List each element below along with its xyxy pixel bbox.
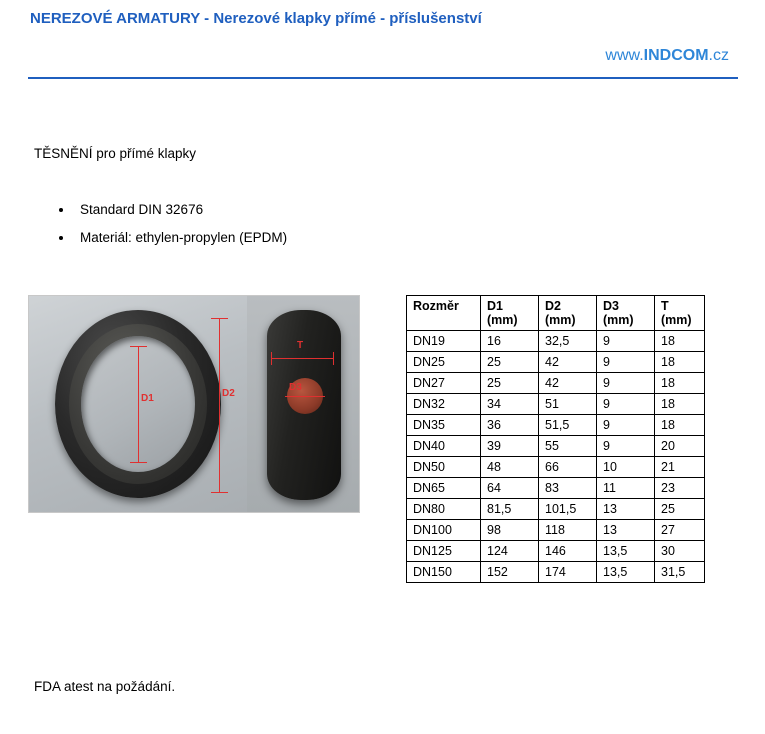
page-header [0,0,765,78]
cell-d3: 13,5 [597,562,655,583]
dimension-cap-t-right [333,352,334,365]
cell-size: DN125 [407,541,481,562]
cell-d2: 55 [539,436,597,457]
cell-size: DN150 [407,562,481,583]
cell-d3: 13,5 [597,541,655,562]
spec-bullet-list [52,202,287,258]
cell-d3: 9 [597,394,655,415]
table-row [407,436,705,457]
cell-t: 18 [655,415,705,436]
table-header-row [407,296,705,331]
table-row [407,457,705,478]
section-subtitle: TĚSNĚNÍ pro přímé klapky [34,146,197,161]
url-suffix: .cz [708,47,729,64]
cell-size: DN35 [407,415,481,436]
dimension-cap-d1-bottom [130,462,147,463]
cell-d3: 9 [597,436,655,457]
dimension-label-d1: D1 [141,393,154,404]
cell-d1: 36 [481,415,539,436]
cell-size: DN100 [407,520,481,541]
cell-t: 31,5 [655,562,705,583]
table-row [407,394,705,415]
cell-d1: 34 [481,394,539,415]
table-row [407,373,705,394]
cell-d3: 9 [597,352,655,373]
dimension-line-d1 [138,346,139,462]
cell-d1: 16 [481,331,539,352]
cell-d1: 124 [481,541,539,562]
cell-d3: 13 [597,499,655,520]
column-header-d1-line1: D1 [487,299,503,313]
list-item: • Materiál: ethylen-propylen (EPDM) [74,230,287,245]
cell-d3: 9 [597,415,655,436]
list-item: • Standard DIN 32676 [74,202,287,217]
column-header-size-line1: Rozměr [413,299,459,313]
cell-d2: 42 [539,373,597,394]
gasket-front-photo [29,296,247,512]
column-header-size [407,296,481,331]
cell-d1: 25 [481,373,539,394]
cell-t: 27 [655,520,705,541]
cell-d1: 39 [481,436,539,457]
column-header-d1 [481,296,539,331]
cell-d2: 118 [539,520,597,541]
cell-size: DN25 [407,352,481,373]
column-header-t-line2: (mm) [661,313,692,327]
cell-d1: 25 [481,352,539,373]
column-header-d2-line1: D2 [545,299,561,313]
dimension-cap-t-left [271,352,272,365]
cell-t: 23 [655,478,705,499]
cell-d3: 10 [597,457,655,478]
table-row [407,331,705,352]
cell-t: 18 [655,331,705,352]
cell-t: 18 [655,373,705,394]
dimension-label-d2: D2 [222,388,235,399]
table-row [407,541,705,562]
cell-d1: 81,5 [481,499,539,520]
table-row [407,352,705,373]
dimension-cap-d1-top [130,346,147,347]
table-row [407,499,705,520]
dimension-line-d3 [285,396,325,397]
cell-d1: 48 [481,457,539,478]
cell-d1: 152 [481,562,539,583]
dimension-label-t: T [297,340,304,351]
column-header-t-line1: T [661,299,669,313]
cell-size: DN50 [407,457,481,478]
cell-d3: 11 [597,478,655,499]
page-title: NEREZOVÉ ARMATURY - Nerezové klapky přímé - příslušenství [30,10,482,27]
cell-t: 21 [655,457,705,478]
table-row [407,415,705,436]
cell-t: 20 [655,436,705,457]
dimension-cap-d2-bottom [211,492,228,493]
cell-d2: 101,5 [539,499,597,520]
cell-d2: 32,5 [539,331,597,352]
column-header-d3-line1: D3 [603,299,619,313]
column-header-d3-line2: (mm) [603,313,634,327]
dimension-line-d2 [219,318,220,492]
cell-d2: 51,5 [539,415,597,436]
column-header-t [655,296,705,331]
cell-size: DN65 [407,478,481,499]
cell-t: 30 [655,541,705,562]
table-row [407,520,705,541]
cell-d2: 66 [539,457,597,478]
cell-t: 25 [655,499,705,520]
cell-d2: 42 [539,352,597,373]
dimension-line-t [271,358,333,359]
cell-size: DN19 [407,331,481,352]
column-header-d2 [539,296,597,331]
cell-d1: 64 [481,478,539,499]
cell-t: 18 [655,394,705,415]
footnote-text: FDA atest na požádání. [34,679,176,694]
cell-size: DN80 [407,499,481,520]
product-photo-group [28,295,360,513]
gasket-side-photo [247,296,359,512]
cell-size: DN32 [407,394,481,415]
company-website-link[interactable] [605,47,729,65]
cell-d1: 98 [481,520,539,541]
cell-d2: 51 [539,394,597,415]
cell-d2: 146 [539,541,597,562]
dimension-label-d3: D3 [289,382,302,393]
cell-d2: 83 [539,478,597,499]
table-row [407,562,705,583]
url-prefix: www. [605,47,644,64]
column-header-d1-line2: (mm) [487,313,518,327]
cell-t: 18 [655,352,705,373]
cell-d2: 174 [539,562,597,583]
cell-d3: 13 [597,520,655,541]
cell-d3: 9 [597,373,655,394]
table-row [407,478,705,499]
url-brand: INDCOM [643,47,709,64]
column-header-d2-line2: (mm) [545,313,576,327]
cell-size: DN40 [407,436,481,457]
column-header-d3 [597,296,655,331]
cell-size: DN27 [407,373,481,394]
dimension-cap-d2-top [211,318,228,319]
dimensions-table [406,295,705,583]
header-divider [28,77,738,79]
cell-d3: 9 [597,331,655,352]
